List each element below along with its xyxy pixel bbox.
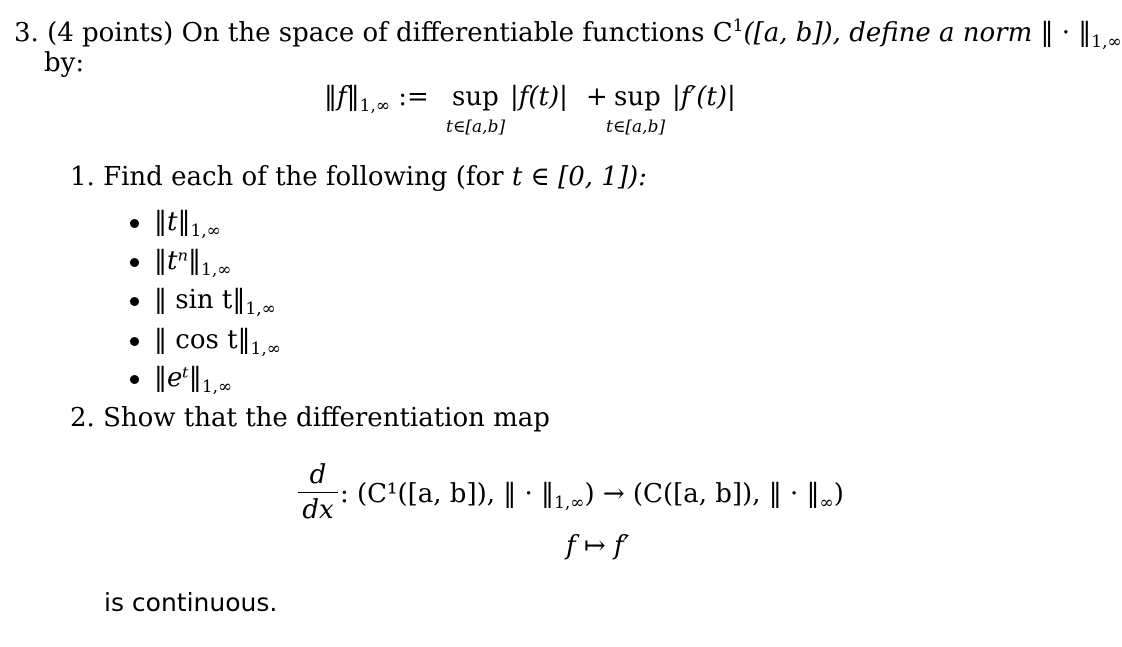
part2-text: Show that the differentiation map <box>103 403 550 433</box>
map-close: ) <box>833 479 844 509</box>
part1-heading <box>70 164 647 190</box>
definition-plus: + <box>586 82 608 112</box>
fraction-bar <box>298 492 338 493</box>
map-codomain-sub: ∞ <box>819 493 834 513</box>
definition-sup-2-under: t∈[a,b] <box>606 117 666 137</box>
derivative-fraction <box>298 462 338 523</box>
map-domain: : (C¹([a, b]), ‖ · ‖ <box>340 479 555 509</box>
list-item: ‖ $\sin t‖_{1,\infty}$ <box>154 285 276 319</box>
problem-header <box>14 18 1122 51</box>
space-superscript: 1 <box>732 16 744 36</box>
part1-text: Find each of the following (for <box>103 162 504 192</box>
problem-number: 3. <box>14 18 39 48</box>
map-domain-sub: 1,∞ <box>554 493 585 513</box>
map-expression <box>340 481 844 512</box>
space-interval: ([a, b]), define a norm <box>743 18 1033 48</box>
list-bullet <box>130 337 139 346</box>
part2-conclusion: is continuous. <box>104 588 278 617</box>
mapsto-expression: f ↦ f′ <box>566 531 630 561</box>
fraction-numerator: d <box>309 460 327 490</box>
list-bullet <box>130 375 139 384</box>
norm-symbol: ‖ · ‖ <box>1040 18 1092 48</box>
map-arrow: ) → (C([a, b]), ‖ · ‖ <box>584 479 820 509</box>
definition-term-1: |f(t)| <box>510 82 568 112</box>
fraction-denominator: dx <box>302 495 334 525</box>
list-bullet <box>130 258 139 267</box>
part1-label: 1. <box>70 162 95 192</box>
list-bullet <box>130 219 139 228</box>
definition-sup-1-under: t∈[a,b] <box>446 117 506 137</box>
space-symbol: C <box>712 18 733 48</box>
part2-label: 2. <box>70 403 95 433</box>
definition-norm: ‖f‖ <box>324 82 360 112</box>
list-item: $‖t‖_{1,\infty}$ <box>154 207 221 241</box>
definition-assign: := <box>398 82 429 112</box>
part1-math: t ∈ [0, 1]): <box>511 162 647 192</box>
problem-by: by: <box>44 48 85 78</box>
problem-intro: On the space of differentiable functions <box>181 18 705 48</box>
definition-sup-2: sup <box>614 82 661 112</box>
norm-subscript: 1,∞ <box>1091 32 1122 52</box>
definition-norm-sub: 1,∞ <box>359 96 391 116</box>
problem-points: (4 points) <box>47 18 174 48</box>
list-item: $‖t^n‖_{1,\infty}$ <box>154 246 232 280</box>
list-item: ‖ $\cos t‖_{1,\infty}$ <box>154 325 281 359</box>
definition-lhs <box>324 84 429 115</box>
definition-sup-1: sup <box>452 82 499 112</box>
list-item: $‖eᵗ‖_{1,\infty}$ <box>154 363 233 397</box>
definition-term-2: |f′(t)| <box>672 82 736 112</box>
part2-heading <box>70 405 550 431</box>
list-bullet <box>130 297 139 306</box>
